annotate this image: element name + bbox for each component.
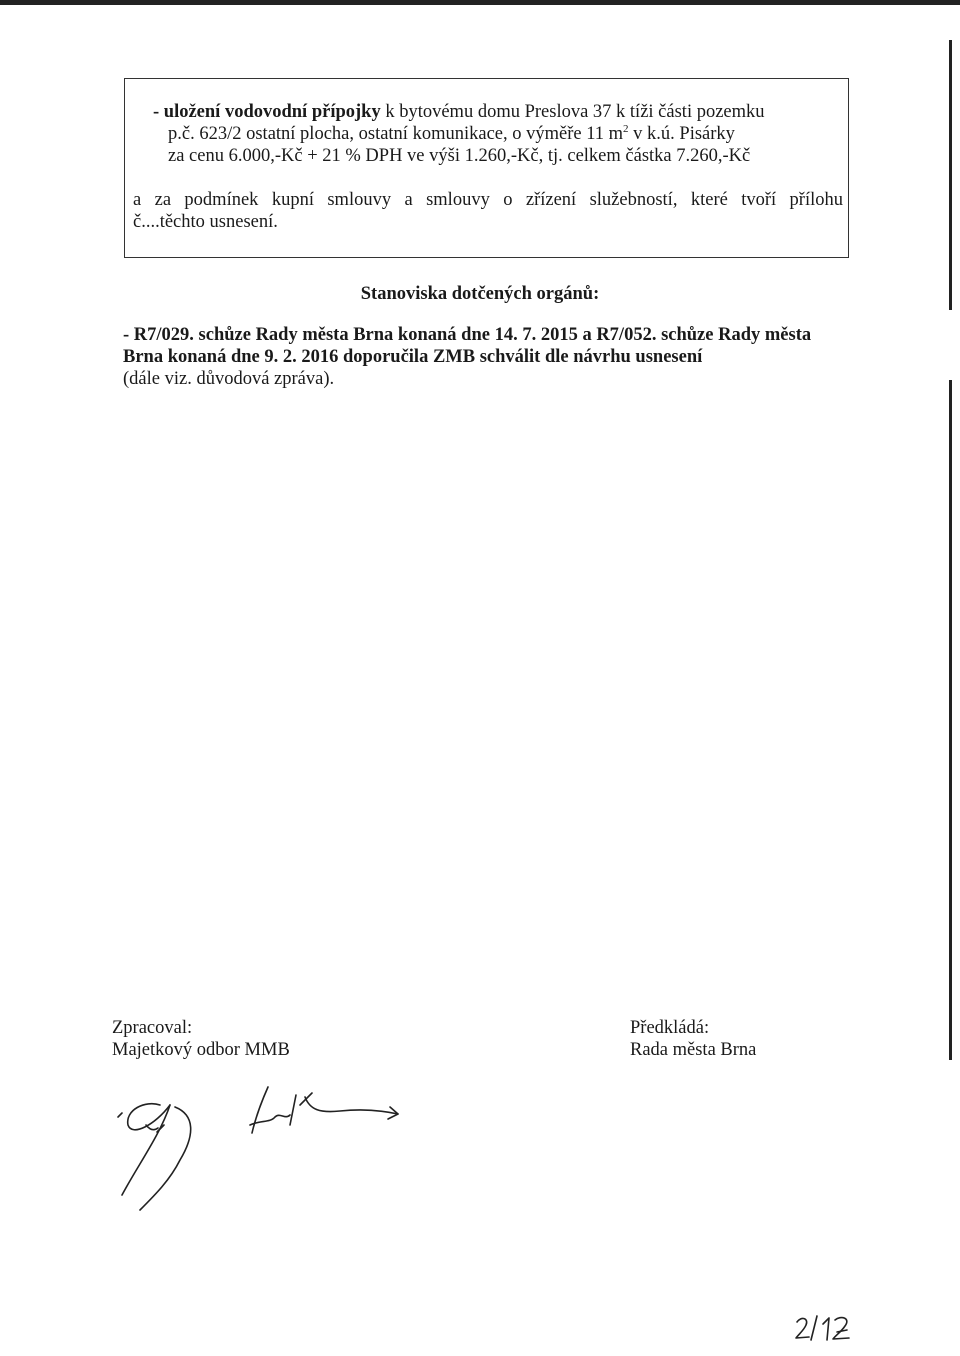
handwritten-page-number-icon [793, 1310, 863, 1344]
opinion-line-1: - R7/029. schůze Rady města Brna konaná dne 14. 7. 2015 a R7/052. schůze Rady města [123, 325, 812, 345]
scan-top-rule [0, 0, 960, 5]
opinion-line-2: Brna konaná dne 9. 2. 2016 doporučila ZMB schválit dle návrhu usnesení [123, 347, 703, 367]
resolution-box [124, 78, 849, 258]
parcel-text: p.č. 623/2 ostatní plocha, ostatní komunikace, o výměře 11 m [168, 124, 624, 144]
scan-margin-mark [949, 40, 952, 310]
box-line-2 [168, 123, 735, 145]
opinion-line-3: (dále viz. důvodová zpráva). [123, 369, 335, 389]
prepared-label: Zpracoval: [112, 1018, 193, 1038]
prepared-by: Majetkový odbor MMB [112, 1040, 290, 1060]
area-exponent: 2 [623, 123, 629, 135]
conditions-text-end: č....těchto usnesení. [133, 212, 278, 232]
signatures [100, 1065, 420, 1230]
price-text: za cenu 6.000,-Kč + 21 % DPH ve výši 1.260,-Kč, tj. celkem částka 7.260,-Kč [168, 146, 751, 166]
opinions-heading: Stanoviska dotčených orgánů: [360, 284, 600, 304]
water-connection-label: - uložení vodovodní přípojky [153, 102, 381, 122]
box-line-1 [153, 101, 765, 123]
scan-margin-mark [949, 380, 952, 1060]
submitted-by: Rada města Brna [630, 1040, 757, 1060]
handwritten-signature-icon [100, 1065, 420, 1225]
submitted-label: Předkládá: [630, 1018, 710, 1038]
conditions-text: a za podmínek kupní smlouvy a smlouvy o zřízení služebností, které tvoří přílohu [133, 190, 843, 210]
page-number [793, 1310, 863, 1349]
water-connection-text: k bytovému domu Preslova 37 k tíži části pozemku [380, 102, 765, 122]
cadastral-text: v k.ú. Pisárky [628, 124, 735, 144]
